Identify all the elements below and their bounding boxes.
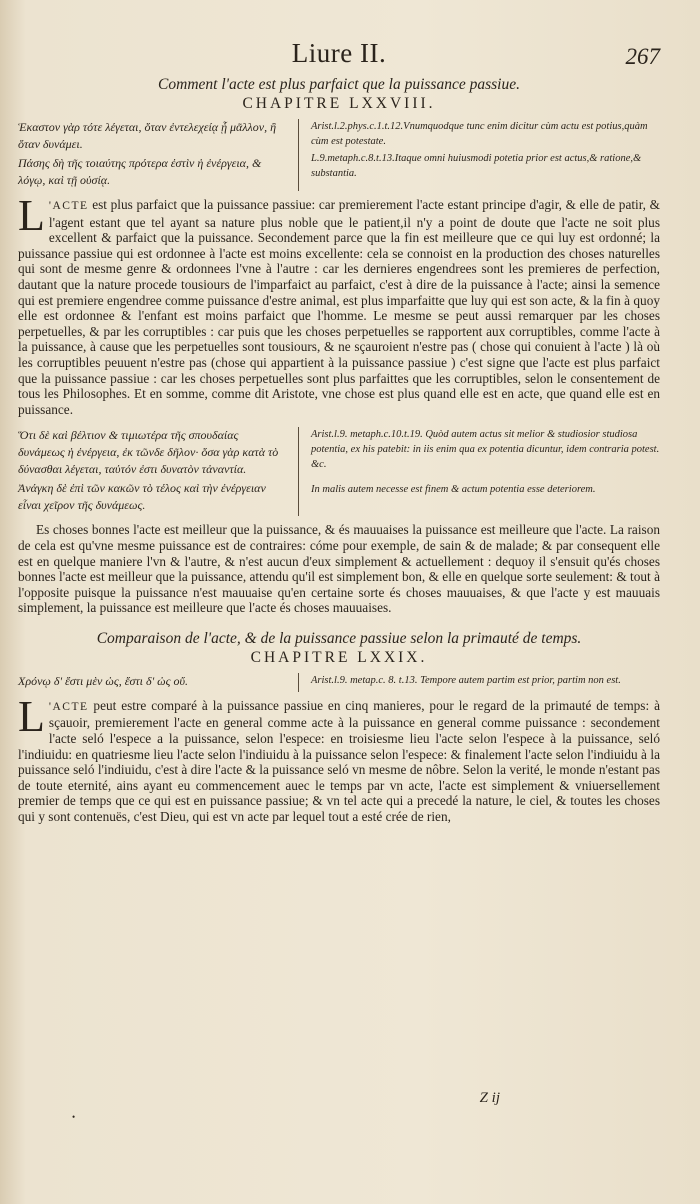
chapter-78-citations-2 bbox=[18, 427, 660, 516]
running-head bbox=[18, 34, 660, 74]
running-title: Liure II. bbox=[291, 38, 387, 68]
latin-citation-column bbox=[298, 427, 660, 516]
greek-citation-column bbox=[18, 427, 298, 516]
latin-quote: Arist.l.2.phys.c.1.t.12.Vnumquodque tunc enim dicitur cùm actu est potius,quàm cùm est potestate. bbox=[311, 121, 648, 147]
chapter-78-citations bbox=[18, 119, 660, 191]
chapter-78-body-2: Es choses bonnes l'acte est meilleur que la puissance, & és mauuaises la puissance est meilleure que l'acte. La raison de cela est qu'vne mesme puissance est de contraires: cóme pour exemple, de sain & de malade; & par consequent elle est en quelque maniere l'vn & l'autre, & n'est aucun d'eux simplement & actuellement : dequoy il s'ensuit qu'és choses bonnes l'acte est meilleur que la puissance, attendu qu'il est simplement bon, & elle en quelque sorte seulement: & tout à l'opposite puisque la puissance n'est mauuaise qu'en certaine sorte és choses mauuaises, & que l'acte y est mauuais simplement, la puissance est meilleure que l'acte és choses mauuaises. bbox=[18, 522, 660, 616]
greek-quote: Ὅτι δὲ καὶ βέλτιον & τιμιωτέρα τῆς σπουδαίας δυνάμεως ἡ ἐνέργεια, ἐκ τῶνδε δῆλον· ὅσα γὰρ κατὰ τὸ δύνασθαι λέγεται, ταὐτόν ἐστι δυνατὸν τἀναντία. bbox=[18, 428, 279, 477]
printer-dot: • bbox=[72, 1112, 76, 1122]
chapter-79-body bbox=[18, 691, 660, 825]
paragraph-text: peut estre comparé à la puissance passiue en cinq manieres, pour le regard de la primauté de temps: à sçauoir, premierement l'acte en general comme acte à la puissance en general comme puissance : secondement l'acte seló l'espece a la puissance, selon l'espece: en troisiesme lieu l'acte selon l'espece à la puissance, seló l'indiuidu: en quatriesme lieu l'acte selon l'indiuidu à la puissance selon l'espece: & finalement l'acte selon l'indiuidu à la puissance seló l'indiuidu, c'est à dire l'acte & la puissance seló vn mesme de nôbre. Selon la verité, le monde n'estant pas de toute eternité, ains ayant eu commencement auec le temps par vn acte, l'acte est simplement & vniuersellement premier de temps que ce qui est en puissance passiue; & vn tel acte qui a precedé la nature, le ciel, & toutes les choses qui y sont contenuës, c'est Dieu, qui est vn acte par lequel tout a esté crée de rien, bbox=[18, 697, 660, 825]
first-word: 'ACTE bbox=[48, 200, 89, 212]
latin-quote: Arist.l.9. metaph.c.10.t.19. Quòd autem actus sit melior & studiosior studiosa potentia, ex his patebit: in iis enim qua ex potentia dicuntur, idem contraria potest. &c. bbox=[311, 429, 660, 471]
paragraph-text: est plus parfaict que la puissance passiue: car premierement l'acte estant principe d'agir, & elle de patir, & l'agent estant que tel ayant sa nature plus noble que le patient,il n'y a point de doute que l'acte ne soit plus excellent & parfaict que la puissance. Secondement parce que la fin est meilleure que ce qui luy est ordonné; la puissance passiue qui est ordonnee à l'acte est moins excellente: cela se connoist en la production des choses naturelles qui sont de mesme genre & ordonnees l'vne à l'autre : car les dernieres engendrees sont les premieres de perfection, dautant que la nature procede tousiours de l'imparfaict au parfaict, c'est à dire de la puissance à l'acte; ainsi la semence qui est premiere engendree comme puissance d'estre animal, est plus imparfaitte que luy qui est son acte, & la fin à quoy elle est ordonnee & l'enfant est moins parfaict que l'homme. Le mesme se peut aussi remarquer par les choses perpetuelles, & par les corruptibles : car puis que les choses perpetuelles se rapportent aux corruptibles, comme l'acte à la puissance, à cause que les perpetuelles sont tousiours, & ne sçauroient n'estre pas ( chose qui conuient à l'acte ) là où les corruptibles peuuent n'estre pas (chose qui appartient à la puissance passiue ) c'est signe que l'acte est plus parfaict que la puissance passiue : car les choses perpetuelles sont plus parfaittes que les corruptibles, selon le consentement de tous les Philosophes. Et en somme, comme dit Aristote, vne chose est plus quand elle est en acte, que quand elle est en puissance. bbox=[18, 197, 660, 417]
greek-quote: Ἑκαστον γὰρ τότε λέγεται, ὅταν ἐντελεχείᾳ ᾖ μᾶλλον, ἢ ὅταν δυνάμει. bbox=[18, 120, 277, 151]
greek-citation-column bbox=[18, 119, 298, 191]
latin-citation-column bbox=[298, 119, 660, 191]
greek-quote: Χρόνῳ δ' ἔστι μὲν ὡς, ἔστι δ' ὡς οὔ. bbox=[18, 673, 188, 688]
greek-quote: Πάσης δὴ τῆς τοιαύτης πρότερα ἐστὶν ἡ ἐνέργεια, & λόγῳ, καὶ τῇ οὐσίᾳ. bbox=[18, 156, 262, 187]
latin-quote: L.9.metaph.c.8.t.13.Itaque omni huiusmodi potetia prior est actus,& ratione,& substantia. bbox=[311, 153, 642, 179]
first-word: 'ACTE bbox=[48, 700, 89, 713]
latin-citation-column bbox=[298, 673, 660, 692]
greek-quote: Ἀνάγκη δὲ ἐπὶ τῶν κακῶν τὸ τέλος καὶ τὴν ἐνέργειαν εἶναι χεῖρον τῆς δυνάμεως. bbox=[18, 481, 266, 513]
drop-cap: L bbox=[18, 691, 45, 741]
latin-quote: In malis autem necesse est finem & actum potentia esse deteriorem. bbox=[311, 484, 596, 496]
latin-quote: Arist.l.9. metap.c. 8. t.13. Tempore autem partim est prior, partim non est. bbox=[311, 674, 621, 686]
chapter-79-heading: CHAPITRE LXXIX. bbox=[250, 648, 428, 666]
chapter-79-citations bbox=[18, 673, 660, 692]
chapter-78-body bbox=[18, 191, 660, 417]
chapter-79-summary: Comparaison de l'acte, & de la puissance passiue selon la primauté de temps. bbox=[96, 629, 582, 647]
drop-cap: L bbox=[18, 191, 45, 240]
greek-citation-column bbox=[18, 673, 298, 692]
chapter-78-heading: CHAPITRE LXXVIII. bbox=[242, 95, 436, 112]
chapter-78-summary: Comment l'acte est plus parfaict que la puissance passiue. bbox=[158, 76, 520, 93]
signature-mark: Z ij bbox=[479, 1090, 500, 1106]
page-number: 267 bbox=[625, 44, 660, 69]
